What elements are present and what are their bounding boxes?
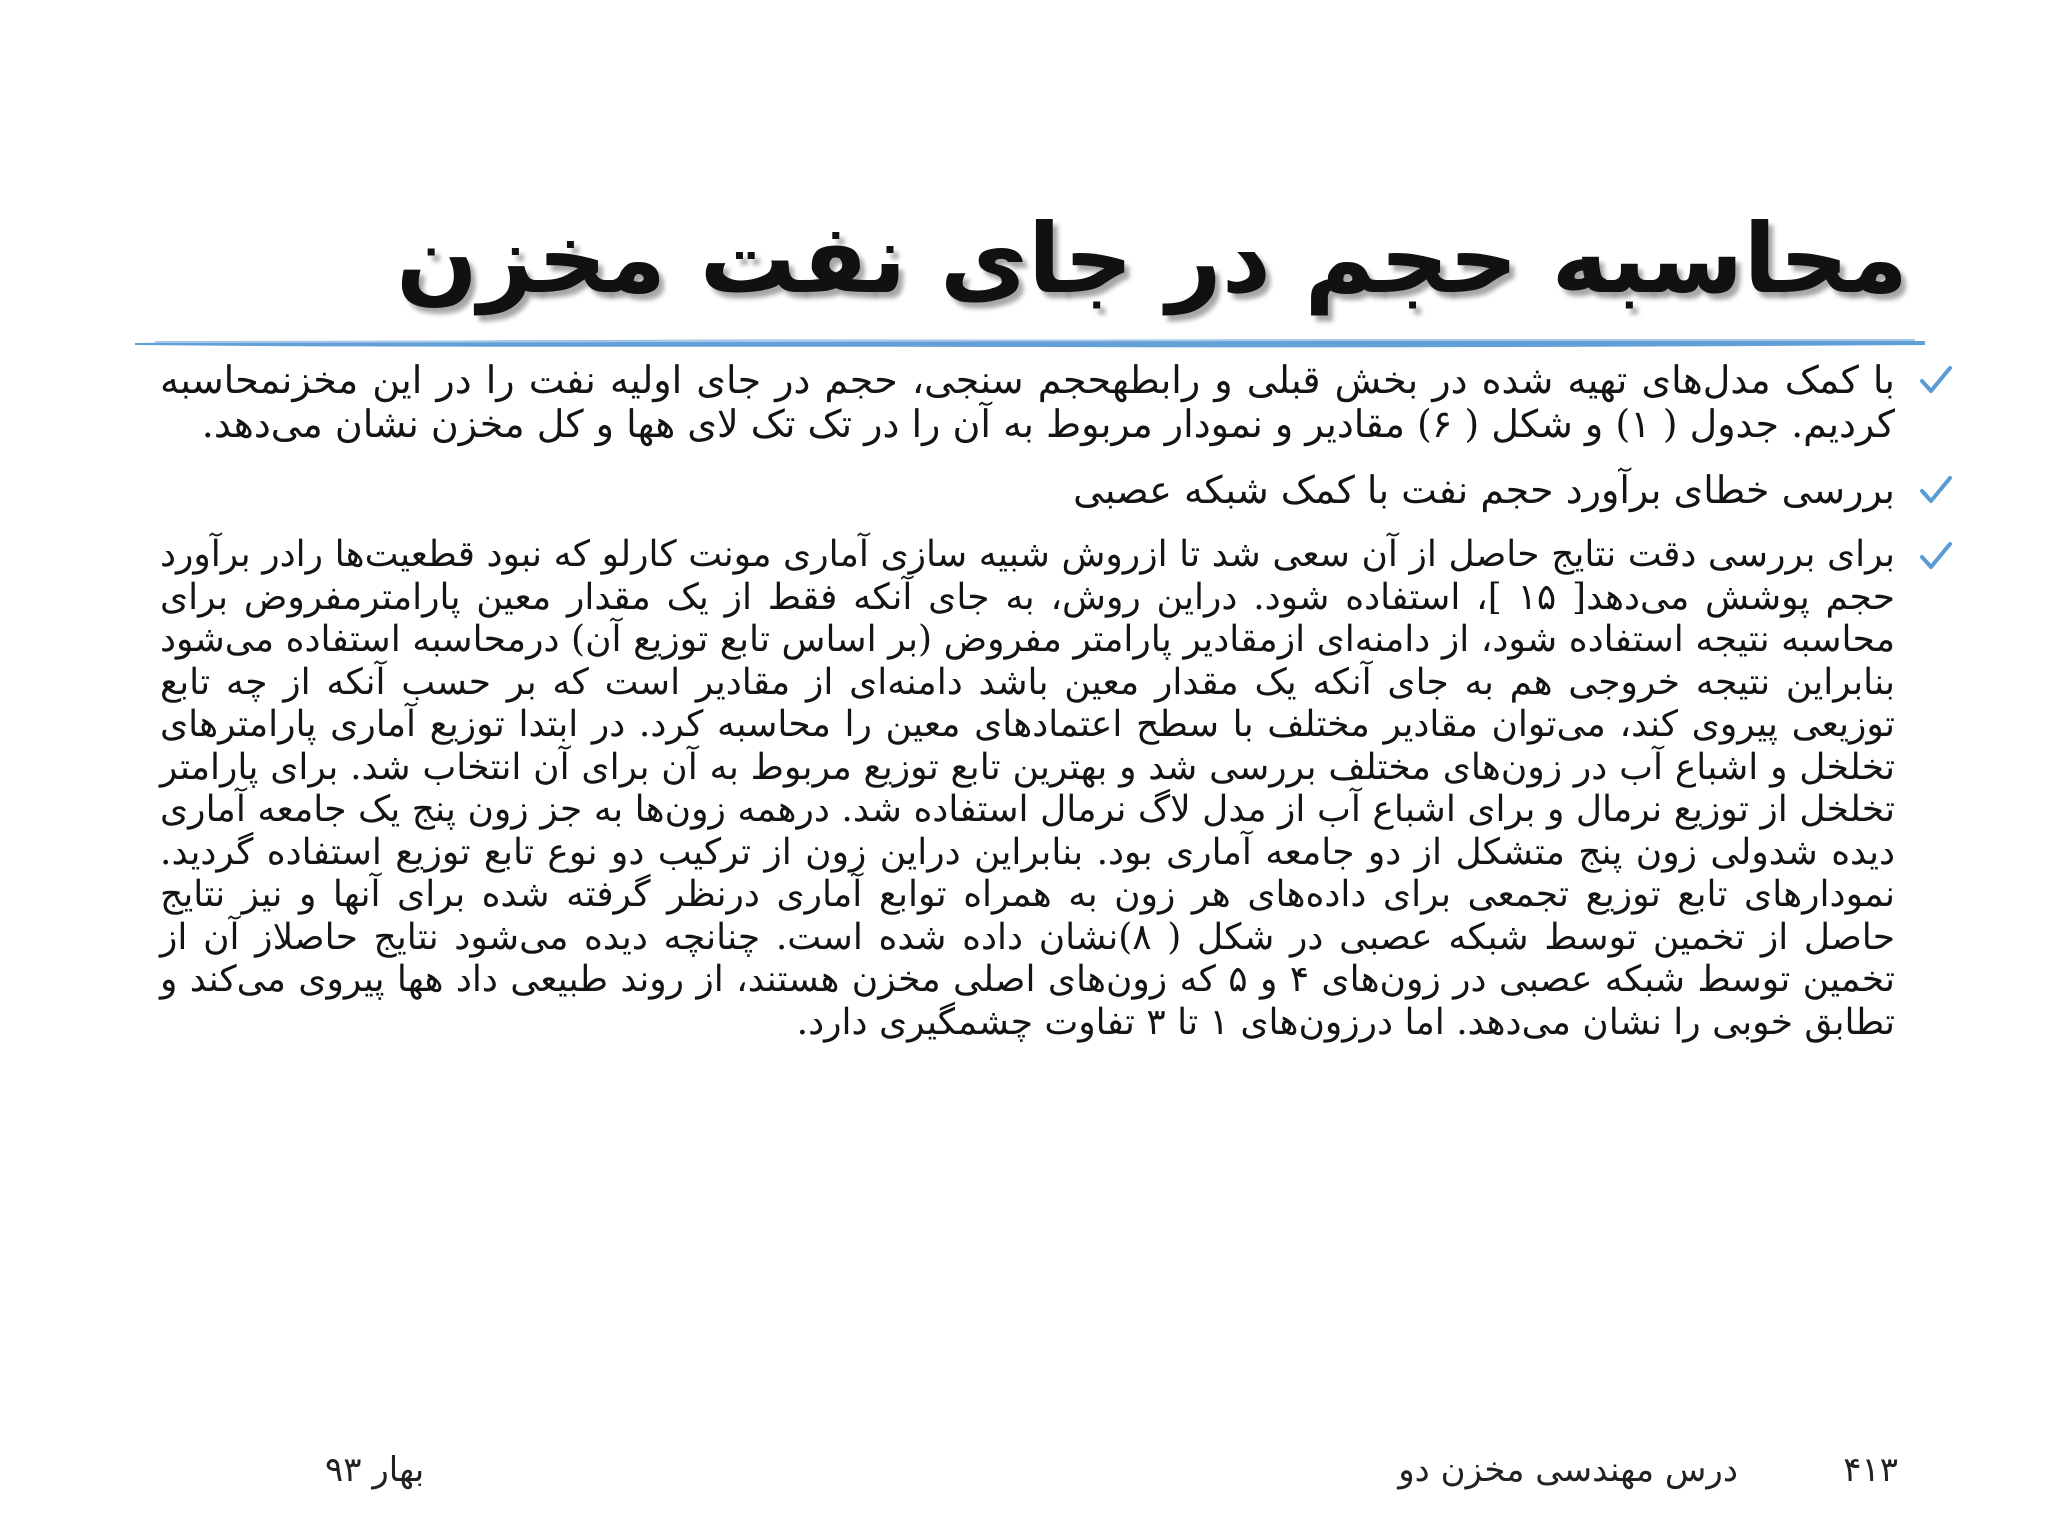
bullet-text: بررسی خطای برآورد حجم نفت با کمک شبکه عصبی xyxy=(1073,468,1895,512)
term-label: بهار ۹۳ xyxy=(325,1450,425,1490)
checkmark-icon xyxy=(1919,474,1953,506)
bullet-item xyxy=(160,534,1953,1044)
bullet-item xyxy=(160,468,1953,512)
slide-title: محاسبه حجم در جای نفت مخزن xyxy=(395,203,1908,316)
checkmark-icon xyxy=(1919,364,1953,396)
page-number: ۴۱۳ xyxy=(1843,1450,1898,1490)
bullet-item xyxy=(160,358,1953,446)
course-name: درس مهندسی مخزن دو xyxy=(1398,1450,1738,1490)
bullet-list xyxy=(160,358,1953,1066)
title-underline xyxy=(135,336,1925,350)
bullet-text: برای بررسی دقت نتایج حاصل از آن سعی شد تا ازروش شبیه سازی آماری مونت کارلو که نبود قطعیت‌ها رادر برآورد حجم پوشش می‌دهد[ ۱۵ ]، استفاده شود. دراین روش، به جای آنکه فقط از یک مقدار معین پارامترمفروض برای محاسبه نتیجه استفاده شود، از دامنه‌ای ازمقادیر پارامتر مفروض (بر اساس تابع توزیع آن) درمحاسبه استفاده می‌شود بنابراین نتیجه خروجی هم به جای آنکه یک مقدار معین باشد دامنه‌ای از مقادیر است که بر حسب آنکه از چه تابع توزیعی پیروی کند، می‌توان مقادیر مختلف با سطح اعتمادهای معین را محاسبه کرد. در ابتدا توزیع آماری پارامترهای تخلخل و اشباع آب در زون‌های مختلف بررسی شد و بهترین تابع توزیع مربوط به آن برای آن انتخاب شد. برای پارامتر تخلخل از توزیع نرمال و برای اشباع آب از مدل لاگ نرمال استفاده شد. درهمه زون‌ها به جز زون پنج یک جامعه آماری دیده شدولی زون پنج متشکل از دو جامعه آماری بود. بنابراین دراین زون از ترکیب دو نوع تابع توزیع استفاده گردید. نمودارهای تابع توزیع تجمعی برای داده‌های هر زون به همراه توابع آماری درنظر گرفته شده برای آنها و نیز نتایج حاصل از تخمین توسط شبکه عصبی در شکل ( ۸)نشان داده شده است. چنانچه دیده می‌شود نتایج حاصلاز آن از تخمین توسط شبکه عصبی در زون‌های ۴ و ۵ که زون‌های اصلی مخزن هستند، از روند طبیعی داد هها پیروی می‌کند و تطابق خوبی را نشان می‌دهد. اما درزون‌های ۱ تا ۳ تفاوت چشمگیری دارد. xyxy=(160,534,1896,1043)
checkmark-icon xyxy=(1919,540,1953,572)
bullet-text: با کمک مدل‌های تهیه شده در بخش قبلی و رابطهحجم سنجی، حجم در جای اولیه نفت را در این مخزنمحاسبه کردیم. جدول ( ۱) و شکل ( ۶) مقادیر و نمودار مربوط به آن را در تک تک لای هها و کل مخزن نشان می‌دهد. xyxy=(160,358,1896,446)
